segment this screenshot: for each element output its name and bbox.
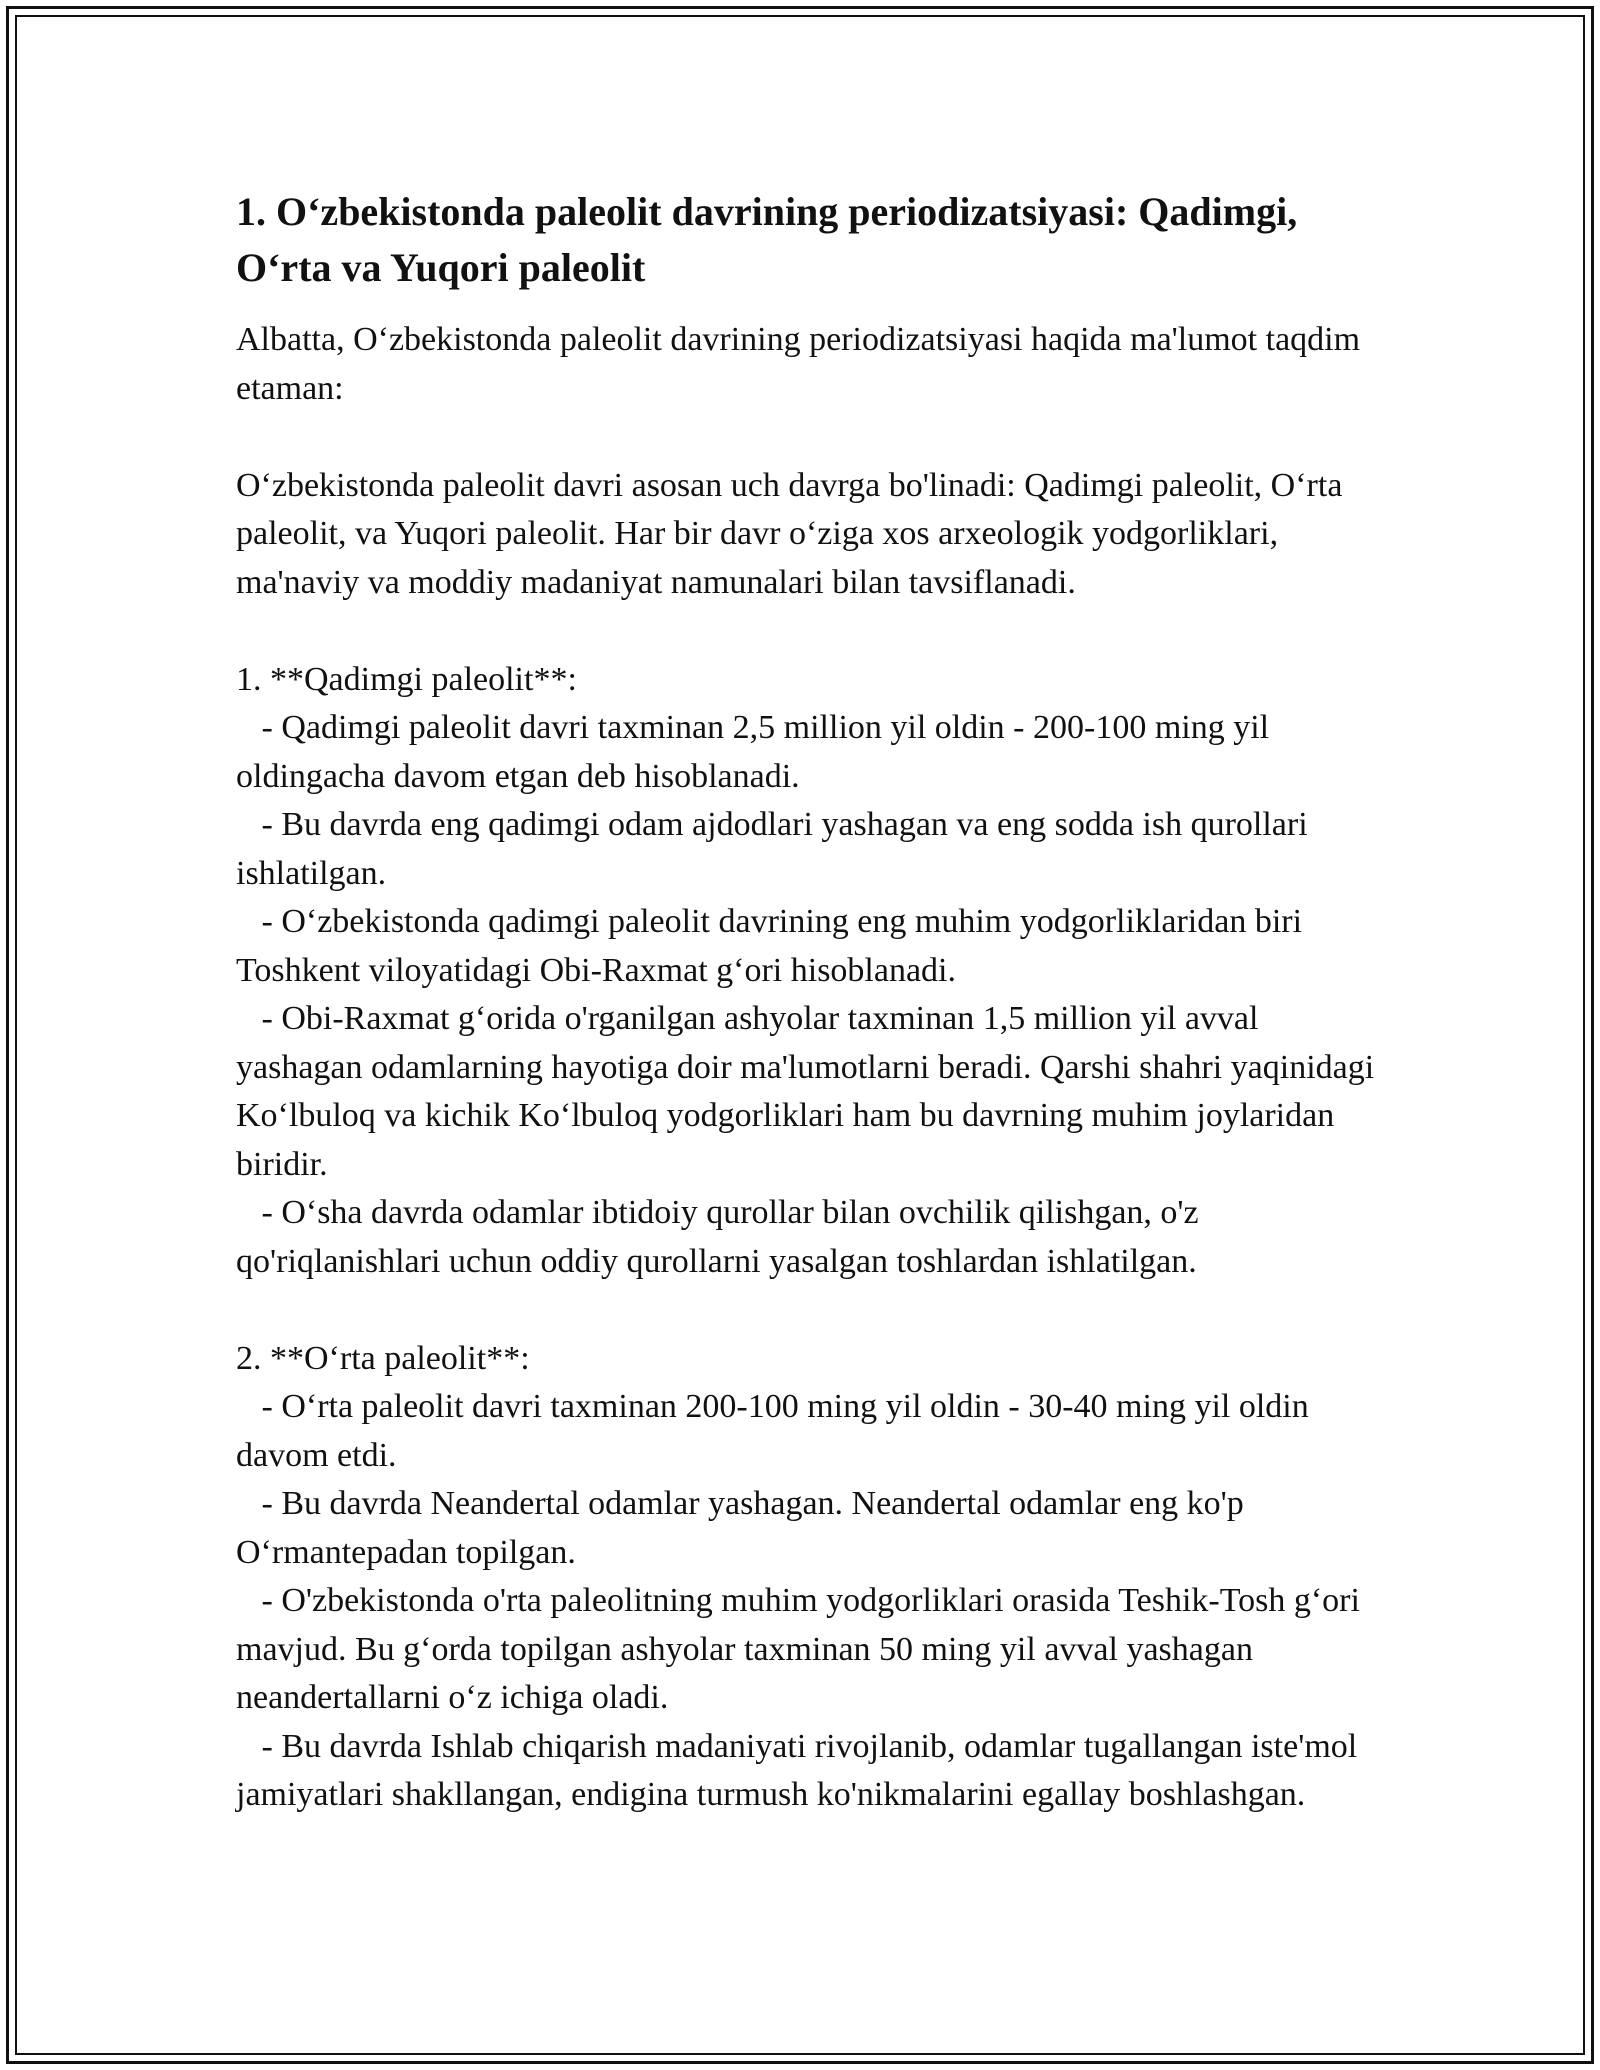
list-item: - O'zbekistonda o'rta paleolitning muhim yodgorliklari orasida Teshik-Tosh g‘ori mavjud. Bu g‘orda topilgan ashyolar taxminan 50 ming yil avval yashagan neandertallarni o‘z ichiga oladi. [236, 1582, 1369, 1716]
list-item: - Bu davrda eng qadimgi odam ajdodlari yashagan va eng sodda ish qurollari ishlatilgan. [236, 806, 1317, 892]
document-content [236, 184, 1386, 1820]
list-item: - O‘zbekistonda qadimgi paleolit davrining eng muhim yodgorliklaridan biri Toshkent viloyatidagi Obi-Raxmat g‘ori hisoblanadi. [236, 903, 1310, 989]
overview-paragraph: O‘zbekistonda paleolit davri asosan uch davrga bo'linadi: Qadimgi paleolit, O‘rta paleolit, va Yuqori paleolit. Har bir davr o‘ziga xos arxeologik yodgorliklari, ma'naviy va moddiy madaniyat namunalari bilan tavsiflanadi. [236, 466, 1351, 601]
list-item: - Bu davrda Ishlab chiqarish madaniyati rivojlanib, odamlar tugallangan iste'mol jamiyatlari shakllangan, endigina turmush ko'nikmalarini egallay boshlashgan. [236, 1727, 1366, 1813]
document-title: 1. O‘zbekistonda paleolit davrining periodizatsiyasi: Qadimgi, O‘rta va Yuqori paleolit [236, 189, 1298, 290]
list-item: - Qadimgi paleolit davri taxminan 2,5 million yil oldin - 200-100 ming yil oldingacha davom etgan deb hisoblanadi. [236, 709, 1278, 795]
list-item: - Bu davrda Neandertal odamlar yashagan. Neandertal odamlar eng ko'p O‘rmantepadan topilgan. [236, 1485, 1253, 1571]
section-orta-paleolit [236, 1335, 1386, 1820]
section-heading: 1. **Qadimgi paleolit**: [236, 660, 577, 698]
list-item: - O‘rta paleolit davri taxminan 200-100 ming yil oldin - 30-40 ming yil oldin davom etdi. [236, 1388, 1318, 1474]
section-heading: 2. **O‘rta paleolit**: [236, 1339, 530, 1377]
paragraph-gap [236, 1286, 1386, 1335]
intro-paragraph: Albatta, O‘zbekistonda paleolit davrining periodizatsiyasi haqida ma'lumot taqdim etaman: [236, 321, 1369, 407]
paragraph-gap [236, 607, 1386, 656]
paragraph-gap [236, 413, 1386, 462]
list-item: - O‘sha davrda odamlar ibtidoiy qurollar bilan ovchilik qilishgan, o'z qo'riqlanishlari uchun oddiy qurollarni yasalgan toshlardan ishlatilgan. [236, 1194, 1208, 1280]
section-qadimgi-paleolit [236, 656, 1386, 1287]
list-item: - Obi-Raxmat g‘orida o'rganilgan ashyolar taxminan 1,5 million yil avval yashagan odamlarning hayotiga doir ma'lumotlarni beradi. Qarshi shahri yaqinidagi Ko‘lbuloq va kichik Ko‘lbuloq yodgorliklari ham bu davrning muhim joylaridan biridir. [236, 1000, 1383, 1183]
